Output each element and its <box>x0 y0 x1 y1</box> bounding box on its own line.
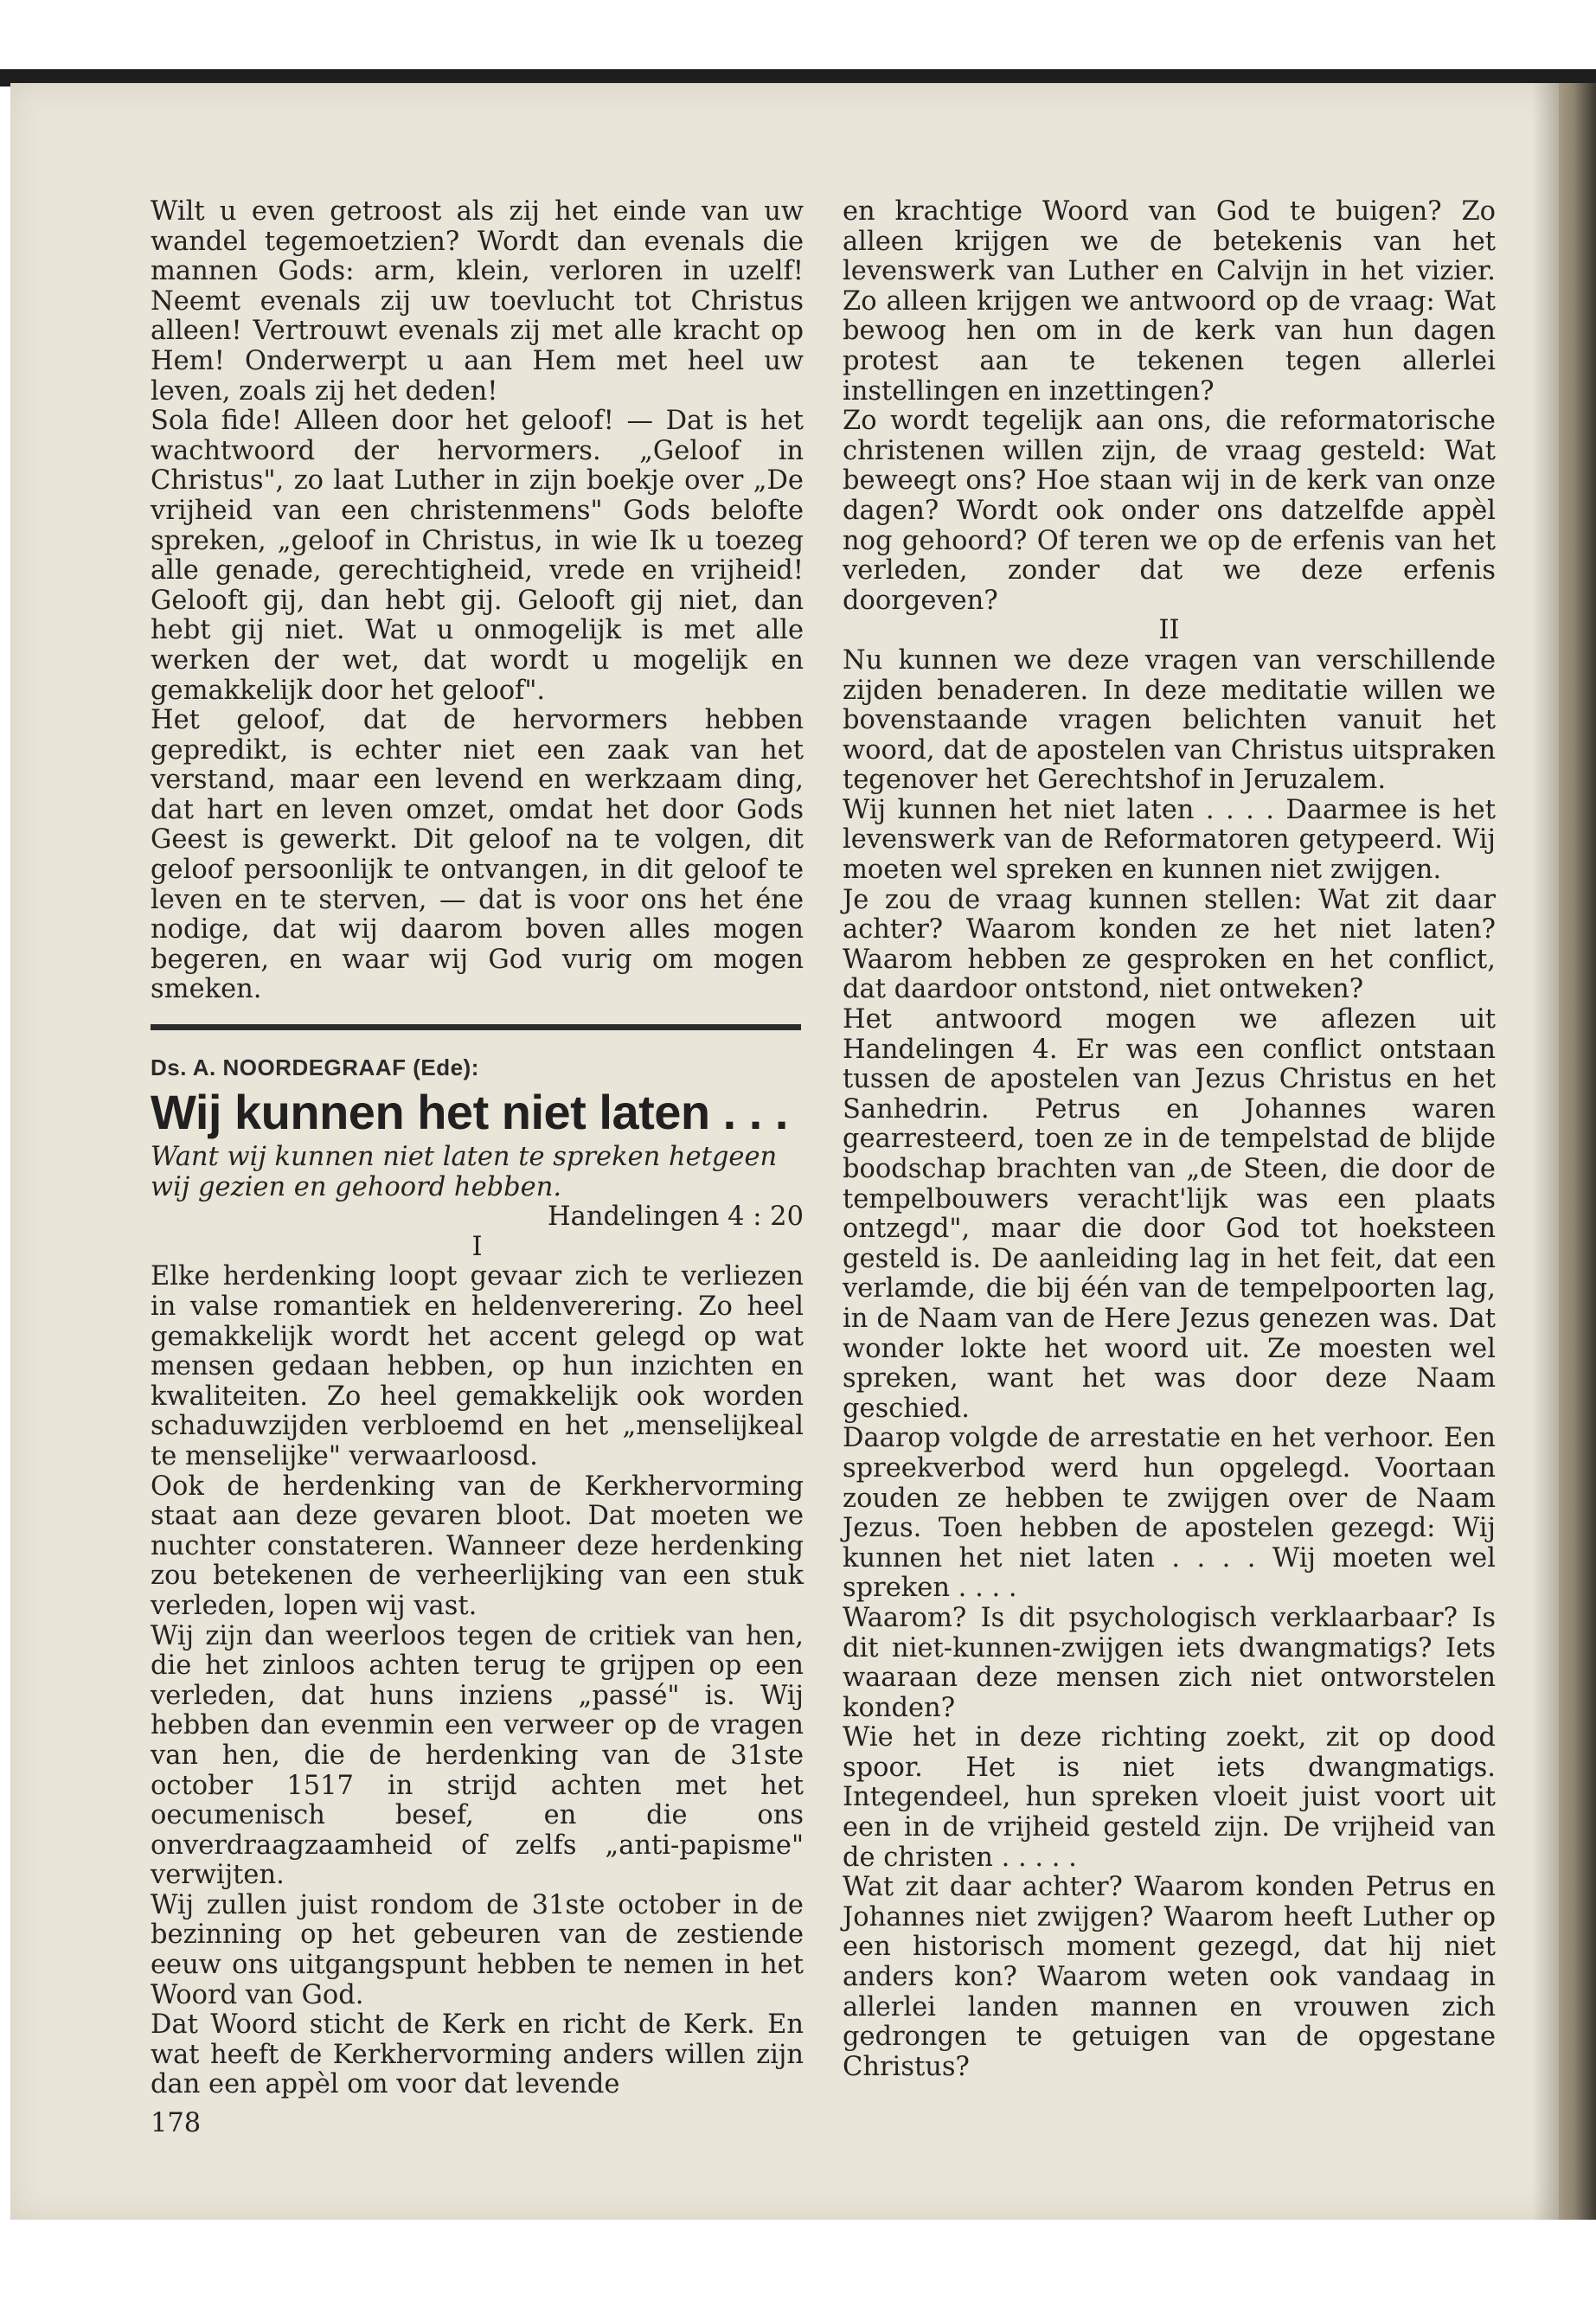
binding-shadow <box>1533 83 1559 2220</box>
body-paragraph: Wij zijn dan weerloos tegen de critiek van hen, die het zinloos achten terug te grijpen op een verleden, dat huns inziens „passé" is. Wij hebben dan evenmin een verweer op de vragen van hen, die de herdenking van de 31ste october 1517 in strijd achten met het oecumenisch besef, en die ons onverdraagzaamheid of zelfs „anti-papisme" verwijten. <box>151 1620 804 1891</box>
body-paragraph: Sola fide! Alleen door het geloof! — Dat is het wachtwoord der hervormers. „Geloof in Christus", zo laat Luther in zijn boekje over „De vrijheid van een christenmens" Gods belofte spreken, „geloof in Christus, in wie Ik u toezeg alle genade, gerechtigheid, vrede en vrijheid! Gelooft gij, dan hebt gij. Gelooft gij niet, dan hebt gij niet. Wat u onmogelijk is met alle werken der wet, dat wordt u mogelijk en gemakkelijk door het geloof". <box>151 406 804 706</box>
article-author: Ds. A. NOORDEGRAAF (Ede): <box>151 1054 479 1081</box>
section-number: I <box>471 1231 483 1262</box>
body-paragraph: Elke herdenking loopt gevaar zich te verliezen in valse romantiek en heldenverering. Zo heel gemakkelijk wordt het accent gelegd op wat mensen gedaan hebben, op hun inzichten en kwaliteiten. Zo heel gemakkelijk ook worden schaduwzijden verbloemd en het „menselijkeal te menselijke" verwaarloosd. <box>151 1261 804 1471</box>
epigraph: Want wij kunnen niet laten te spreken hetgeen wij gezien en gehoord hebben. <box>151 1142 778 1202</box>
body-paragraph: Het antwoord mogen we aflezen uit Handelingen 4. Er was een conflict ontstaan tussen de apostelen van Jezus Christus en het Sanhedrin. Petrus en Johannes waren gearresteerd, toen ze in de tempelstad de blijde boodschap brachten van „de Steen, die door de tempelbouwers veracht'lijk was een plaats ontzegd", maar die door God tot hoeksteen gesteld is. De aanleiding lag in het feit, dat een verlamde, die bij één van de tempelpoorten lag, in de Naam van de Here Jezus genezen was. Dat wonder lokte het woord uit. Ze moesten wel spreken, want het was door deze Naam geschied. <box>843 1004 1496 1424</box>
page-number: 178 <box>151 2108 202 2138</box>
body-paragraph: Je zou de vraag kunnen stellen: Wat zit daar achter? Waarom konden ze het niet laten? Waarom hebben ze gesproken en het conflict, dat daardoor ontstond, niet ontweken? <box>843 884 1496 1005</box>
body-paragraph: Wij kunnen het niet laten . . . . Daarmee is het levenswerk van de Reformatoren getypeerd. Wij moeten wel spreken en kunnen niet zwijgen. <box>843 794 1496 886</box>
body-paragraph: Nu kunnen we deze vragen van verschillende zijden benaderen. In deze meditatie willen we bovenstaande vragen belichten vanuit het woord, dat de apostelen van Christus uitspraken tegenover het Gerechtshof in Jeruzalem. <box>843 644 1496 796</box>
section-number: II <box>1158 615 1180 646</box>
body-paragraph: Waarom? Is dit psychologisch verklaarbaar? Is dit niet-kunnen-zwijgen iets dwangmatigs? Iets waaraan deze mensen zich niet ontworstelen konden? <box>843 1602 1496 1723</box>
right-column <box>843 197 1496 2082</box>
body-paragraph: Daarop volgde de arrestatie en het verhoor. Een spreekverbod werd hun opgelegd. Voortaan zouden ze hebben te zwijgen over de Naam Jezus. Toen hebben de apostelen gezegd: Wij kunnen het niet laten . . . . Wij moeten wel spreken . . . . <box>843 1423 1496 1604</box>
body-paragraph: Het geloof, dat de hervormers hebben gepredikt, is echter niet een zaak van het verstand, maar een levend en werkzaam ding, dat hart en leven omzet, omdat het door Gods Geest is gewerkt. Dit geloof na te volgen, dit geloof persoonlijk te ontvangen, in dit geloof te leven en te sterven, — dat is voor ons het éne nodige, dat wij daarom boven alles mogen begeren, en waar wij God vurig om mogen smeken. <box>151 705 804 1005</box>
article-title: Wij kunnen het niet laten . . . <box>151 1085 788 1140</box>
body-paragraph: en krachtige Woord van God te buigen? Zo alleen krijgen we de betekenis van het levenswerk van Luther en Calvijn in het vizier. Zo alleen krijgen we antwoord op de vraag: Wat bewoog hen om in de kerk van hun dagen protest aan te tekenen tegen allerlei instellingen en inzettingen? <box>843 196 1496 407</box>
body-paragraph: Wat zit daar achter? Waarom konden Petrus en Johannes niet zwijgen? Waarom heeft Luther op een historisch moment gezegd, dat hij niet anders kon? Waarom weten ook vandaag in allerlei landen mannen en vrouwen zich gedrongen te getuigen van de opgestane Christus? <box>843 1872 1496 2082</box>
article-divider <box>151 1024 801 1030</box>
body-paragraph: Wij zullen juist rondom de 31ste october in de bezinning op het gebeuren van de zestiende eeuw ons uitgangspunt hebben te nemen in het Woord van God. <box>151 1889 804 2010</box>
body-paragraph: Ook de herdenking van de Kerkhervorming staat aan deze gevaren bloot. Dat moeten we nuchter constateren. Wanneer deze herdenking zou betekenen de verheerlijking van een stuk verleden, lopen wij vast. <box>151 1471 804 1621</box>
body-paragraph: Dat Woord sticht de Kerk en richt de Kerk. En wat heeft de Kerkhervorming anders willen zijn dan een appèl om voor dat levende <box>151 2009 804 2100</box>
body-paragraph: Zo wordt tegelijk aan ons, die reformatorische christenen willen zijn, de vraag gesteld: Wat beweegt ons? Hoe staan wij in de kerk van onze dagen? Wordt ook onder ons datzelfde appèl nog gehoord? Of teren we op de erfenis van het verleden, zonder dat we deze erfenis doorgeven? <box>843 406 1496 616</box>
body-paragraph: Wie het in deze richting zoekt, zit op dood spoor. Het is niet iets dwangmatigs. Integendeel, hun spreken vloeit juist voort uit een in de vrijheid gesteld zijn. De vrijheid van de christen . . . . . <box>843 1722 1496 1873</box>
left-column <box>151 197 804 2100</box>
book-spine <box>1559 83 1596 2220</box>
epigraph-reference: Handelingen 4 : 20 <box>548 1202 804 1233</box>
body-paragraph: Wilt u even getroost als zij het einde van uw wandel tegemoetzien? Wordt dan evenals die mannen Gods: arm, klein, verloren in uzelf! Neemt evenals zij uw toevlucht tot Christus alleen! Vertrouwt evenals zij met alle kracht op Hem! Onderwerpt u aan Hem met heel uw leven, zoals zij het deden! <box>151 196 804 407</box>
